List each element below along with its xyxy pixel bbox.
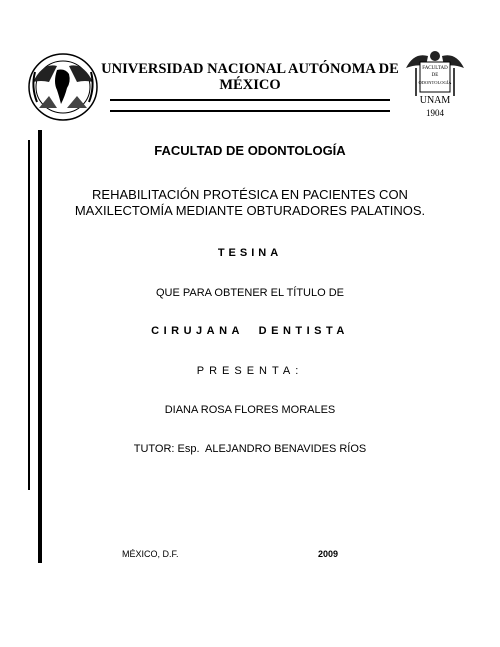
- faculty-logo-line1: FACULTAD: [422, 66, 448, 71]
- tutor-name: TUTOR: Esp. ALEJANDRO BENAVIDES RÍOS: [133, 443, 367, 455]
- faculty-heading: FACULTAD DE ODONTOLOGÍA: [154, 143, 346, 158]
- faculty-logo: [402, 48, 468, 122]
- degree-purpose: QUE PARA OBTENER EL TÍTULO DE: [155, 287, 345, 299]
- faculty-logo-line3: ODONTOLOGÍA: [418, 80, 452, 85]
- author-name: DIANA ROSA FLORES MORALES: [164, 404, 336, 416]
- faculty-logo-year: 1904: [426, 108, 444, 118]
- header-rule-top: [110, 99, 390, 101]
- university-name: [100, 61, 400, 93]
- thesis-title: [0, 187, 500, 219]
- thesis-title-line1: REHABILITACIÓN PROTÉSICA EN PACIENTES CON: [92, 187, 408, 202]
- faculty-logo-unam: UNAM: [419, 95, 451, 106]
- university-name-line2: MÉXICO: [219, 77, 281, 93]
- university-name-line1: UNIVERSIDAD NACIONAL AUTÓNOMA DE: [101, 61, 399, 77]
- degree-title: CIRUJANA DENTISTA: [151, 325, 349, 337]
- footer-year: 2009: [318, 549, 339, 559]
- faculty-logo-line2: DE: [431, 73, 439, 78]
- presenta-label: PRESENTA:: [196, 365, 304, 377]
- footer-place: MÉXICO, D.F.: [122, 549, 179, 559]
- document-type: TESINA: [217, 247, 283, 259]
- thesis-title-line2: MAXILECTOMÍA MEDIANTE OBTURADORES PALATINOS.: [74, 203, 426, 218]
- unam-seal-logo: [27, 52, 99, 122]
- header-rule-bottom: [110, 110, 390, 112]
